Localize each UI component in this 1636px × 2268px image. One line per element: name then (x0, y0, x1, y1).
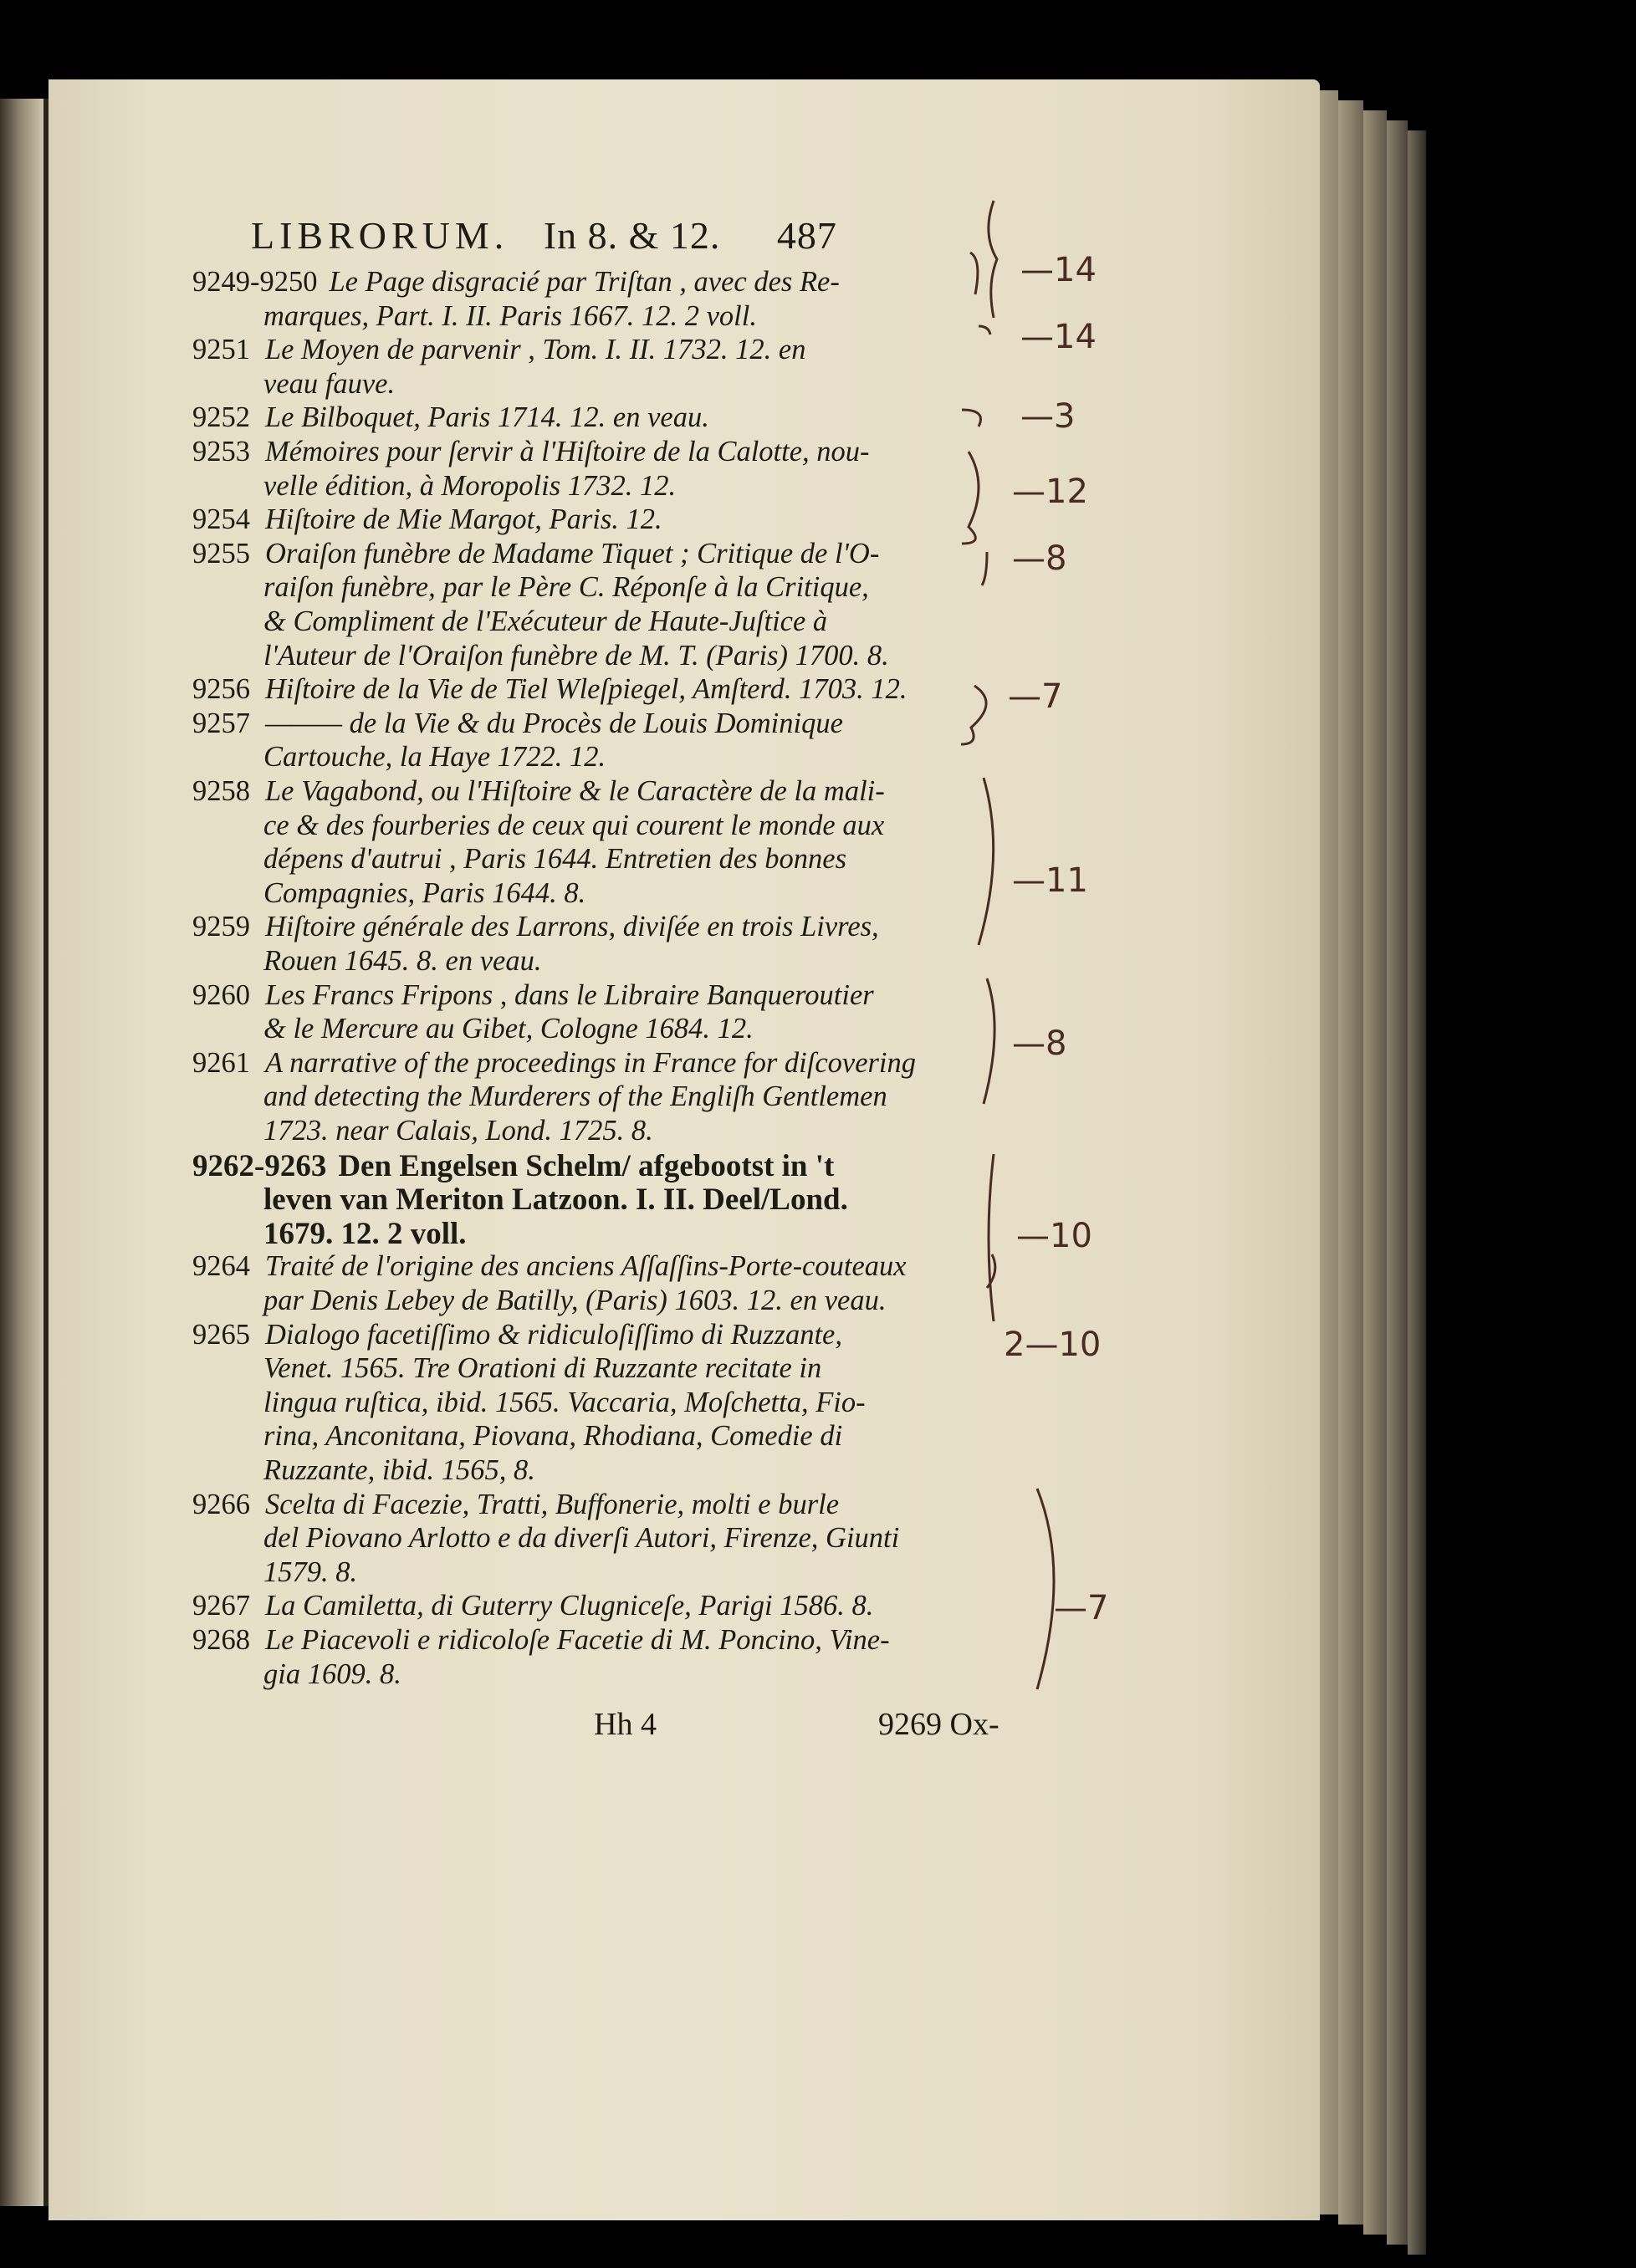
entry-text: and detecting the Murderers of the Engliſh Gentlemen (263, 1080, 887, 1113)
handwritten-price: —8 (1012, 1024, 1067, 1063)
entry-text: ——— de la Vie & du Procès de Louis Dominique (265, 707, 843, 739)
entry-text: lingua ruſtica, ibid. 1565. Vaccaria, Moſchetta, Fio- (263, 1386, 866, 1418)
handwritten-price: —7 (1054, 1589, 1109, 1627)
entry-number: 9265 (192, 1318, 250, 1351)
handwritten-price: —12 (1012, 472, 1088, 511)
entry-text: Scelta di Facezie, Tratti, Buffonerie, molti e burle (265, 1488, 840, 1520)
entry-text: Hiſtoire de la Vie de Tiel Wleſpiegel, Amſterd. 1703. 12. (265, 673, 907, 706)
entry-text: velle édition, à Moropolis 1732. 12. (263, 469, 677, 502)
entry-text: Hiſtoire de Mie Margot, Paris. 12. (265, 503, 662, 536)
entry-text: marques, Part. I. II. Paris 1667. 12. 2 voll. (263, 299, 757, 332)
entry-number: 9253 (192, 436, 250, 467)
entry-number: 9255 (192, 537, 250, 570)
entry-number: 9249-9250 (192, 266, 318, 298)
entry-text: Oraiſon funèbre de Madame Tiquet ; Critique de l'O- (265, 537, 880, 570)
entry-text: Venet. 1565. Tre Orationi di Ruzzante recitate in (263, 1352, 822, 1385)
entry-number: 9262-9263 (192, 1148, 327, 1183)
signature-mark: Hh 4 (594, 1707, 657, 1742)
entry-text: ce & des fourberies de ceux qui courent le monde aux (263, 809, 885, 841)
entry-text: gia 1609. 8. (263, 1658, 401, 1690)
handwritten-price: —14 (1020, 318, 1097, 356)
handwritten-price: —11 (1012, 861, 1088, 900)
entry-text: Dialogo facetiſſimo & ridiculoſiſſimo di Ruzzante, (265, 1318, 842, 1351)
handwritten-price: —14 (1020, 251, 1097, 289)
entry-number: 9256 (192, 673, 250, 706)
entry-text: Compagnies, Paris 1644. 8. (263, 876, 586, 909)
handwritten-price: —3 (1020, 397, 1076, 436)
entry-text: Les Francs Fripons , dans le Libraire Banqueroutier (265, 978, 874, 1011)
entry-number: 9251 (192, 334, 250, 366)
entry-text: veau fauve. (263, 367, 396, 400)
entry-number: 9261 (192, 1046, 250, 1079)
entry-number: 9264 (192, 1250, 250, 1283)
entry-text: & le Mercure au Gibet, Cologne 1684. 12. (263, 1013, 754, 1045)
entry-text: Le Piacevoli e ridicoloſe Facetie di M. Poncino, Vine- (265, 1624, 890, 1656)
entry-text: 1679. 12. 2 voll. (263, 1216, 467, 1251)
entry-text: Le Moyen de parvenir , Tom. I. II. 1732. 12. en (265, 334, 806, 366)
format-section: In 8. & 12. (543, 214, 721, 257)
entry-text: 1723. near Calais, Lond. 1725. 8. (263, 1115, 653, 1147)
entry-text: La Camiletta, di Guterry Clugniceſe, Parigi 1586. 8. (265, 1590, 874, 1622)
entry-number: 9259 (192, 911, 250, 943)
entry-number: 9254 (192, 503, 250, 536)
entry-text: & Compliment de l'Exécuteur de Haute-Juſtice à (263, 605, 828, 637)
entry-number: 9268 (192, 1624, 250, 1656)
entry-text: Le Vagabond, ou l'Hiſtoire & le Caractère de la mali- (265, 775, 885, 807)
entry-text: Ruzzante, ibid. 1565, 8. (263, 1454, 535, 1486)
entry-text: Mémoires pour ſervir à l'Hiſtoire de la Calotte, nou- (265, 436, 870, 467)
entry-number: 9260 (192, 978, 250, 1011)
entry-text: Le Page disgracié par Triſtan , avec des Re- (329, 266, 840, 298)
entry-text: 1579. 8. (263, 1555, 358, 1588)
entry-number: 9266 (192, 1488, 250, 1520)
entry-text: Traité de l'origine des anciens Aſſaſſins-Porte-couteaux (265, 1250, 907, 1283)
entry-text: leven van Meriton Latzoon. I. II. Deel/Lond. (263, 1183, 848, 1218)
entry-number: 9267 (192, 1590, 250, 1622)
entry-text: Cartouche, la Haye 1722. 12. (263, 741, 606, 774)
entry-text: dépens d'autrui , Paris 1644. Entretien des bonnes (263, 843, 846, 876)
page-title: LIBRORUM. (251, 214, 509, 257)
entry-text: Le Bilboquet, Paris 1714. 12. en veau. (265, 401, 709, 434)
page-number: 487 (776, 214, 837, 257)
handwritten-price: —7 (1008, 677, 1063, 716)
entry-text: rina, Anconitana, Piovana, Rhodiana, Comedie di (263, 1420, 843, 1453)
handwritten-price: —8 (1012, 539, 1067, 578)
entry-number: 9252 (192, 401, 250, 434)
entry-text: Rouen 1645. 8. en veau. (263, 945, 542, 977)
entry-text: del Piovano Arlotto e da diverſi Autori, Firenze, Giunti (263, 1522, 900, 1555)
entry-text: raiſon funèbre, par le Père C. Réponſe à la Critique, (263, 571, 869, 604)
entry-text: Hiſtoire générale des Larrons, diviſée en trois Livres, (265, 911, 879, 943)
entry-text: Den Engelsen Schelm/ afgebootst in 't (338, 1148, 835, 1183)
entry-number: 9257 (192, 707, 250, 739)
entry-text: A narrative of the proceedings in France for diſcovering (265, 1046, 917, 1079)
handwritten-price: 2—10 (1004, 1326, 1102, 1364)
handwritten-price: —10 (1016, 1217, 1092, 1255)
entry-number: 9258 (192, 775, 250, 807)
catchword: 9269 Ox- (878, 1707, 999, 1742)
entry-text: par Denis Lebey de Batilly, (Paris) 1603. 12. en veau. (263, 1285, 887, 1316)
entry-text: l'Auteur de l'Oraiſon funèbre de M. T. (Paris) 1700. 8. (263, 639, 889, 672)
